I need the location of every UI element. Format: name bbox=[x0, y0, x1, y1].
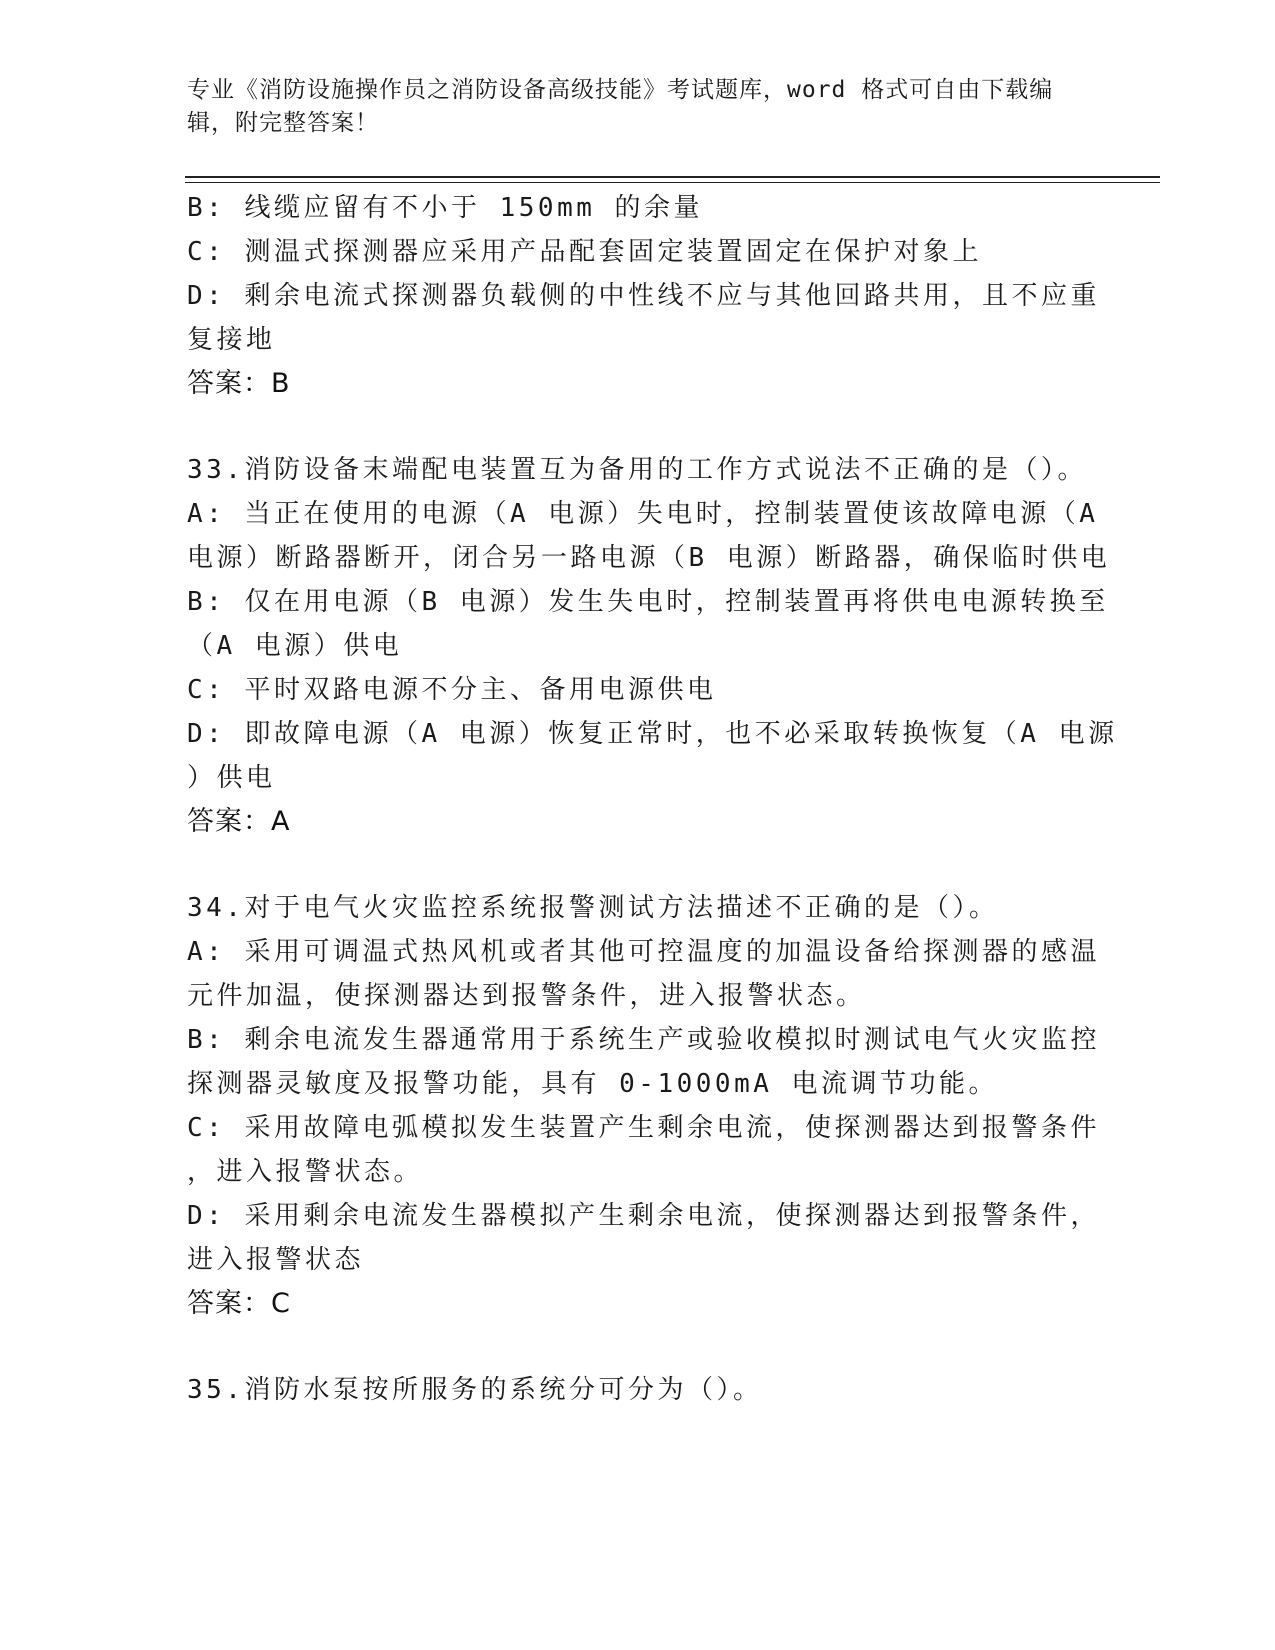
q33-option-b-line2: （A 电源）供电 bbox=[187, 631, 403, 661]
header-rule-thin bbox=[185, 182, 1160, 183]
header-line-1: 专业《消防设施操作员之消防设备高级技能》考试题库，word 格式可自由下载编 bbox=[187, 77, 1054, 103]
q34-option-c-line2: ，进入报警状态。 bbox=[187, 1157, 424, 1187]
q34-option-d-line2: 进入报警状态 bbox=[187, 1245, 365, 1275]
q33-option-d-line2: ）供电 bbox=[187, 763, 276, 793]
q33-option-a-line1: A: 当正在使用的电源（A 电源）失电时，控制装置使该故障电源（A bbox=[187, 499, 1099, 529]
page-header bbox=[187, 74, 1067, 140]
q34-option-a-line2: 元件加温，使探测器达到报警条件，进入报警状态。 bbox=[187, 981, 866, 1011]
q34-answer: 答案：C bbox=[187, 1288, 291, 1319]
q34-question: 34.对于电气火灾监控系统报警测试方法描述不正确的是（）。 bbox=[187, 893, 999, 923]
q33-answer: 答案：A bbox=[187, 806, 291, 837]
q32-option-d-line2: 复接地 bbox=[187, 325, 276, 355]
q32-answer: 答案：B bbox=[187, 368, 291, 399]
q34-option-a-line1: A: 采用可调温式热风机或者其他可控温度的加温设备给探测器的感温 bbox=[187, 937, 1100, 967]
q32-option-d-line1: D: 剩余电流式探测器负载侧的中性线不应与其他回路共用，且不应重 bbox=[187, 281, 1100, 311]
q34-option-b-line2: 探测器灵敏度及报警功能，具有 0-1000mA 电流调节功能。 bbox=[187, 1069, 999, 1099]
q33-option-a-line2: 电源）断路器断开，闭合另一路电源（B 电源）断路器，确保临时供电 bbox=[187, 543, 1111, 573]
header-line-2: 辑，附完整答案！ bbox=[187, 110, 379, 136]
q34-option-d-line1: D: 采用剩余电流发生器模拟产生剩余电流，使探测器达到报警条件， bbox=[187, 1201, 1100, 1231]
q33-option-b-line1: B: 仅在用电源（B 电源）发生失电时，控制装置再将供电电源转换至 bbox=[187, 587, 1109, 617]
q32-option-b: B: 线缆应留有不小于 150mm 的余量 bbox=[187, 193, 704, 223]
q33-question: 33.消防设备末端配电装置互为备用的工作方式说法不正确的是（）。 bbox=[187, 455, 1087, 485]
q34-option-c-line1: C: 采用故障电弧模拟发生装置产生剩余电流，使探测器达到报警条件 bbox=[187, 1113, 1100, 1143]
q33-option-c: C: 平时双路电源不分主、备用电源供电 bbox=[187, 675, 717, 705]
q34-option-b-line1: B: 剩余电流发生器通常用于系统生产或验收模拟时测试电气火灾监控 bbox=[187, 1025, 1100, 1055]
q35-question: 35.消防水泵按所服务的系统分可分为（）。 bbox=[187, 1375, 763, 1405]
header-rule-thick bbox=[185, 176, 1160, 178]
q33-option-d-line1: D: 即故障电源（A 电源）恢复正常时，也不必采取转换恢复（A 电源 bbox=[187, 719, 1118, 749]
q32-option-c: C: 测温式探测器应采用产品配套固定装置固定在保护对象上 bbox=[187, 237, 982, 267]
